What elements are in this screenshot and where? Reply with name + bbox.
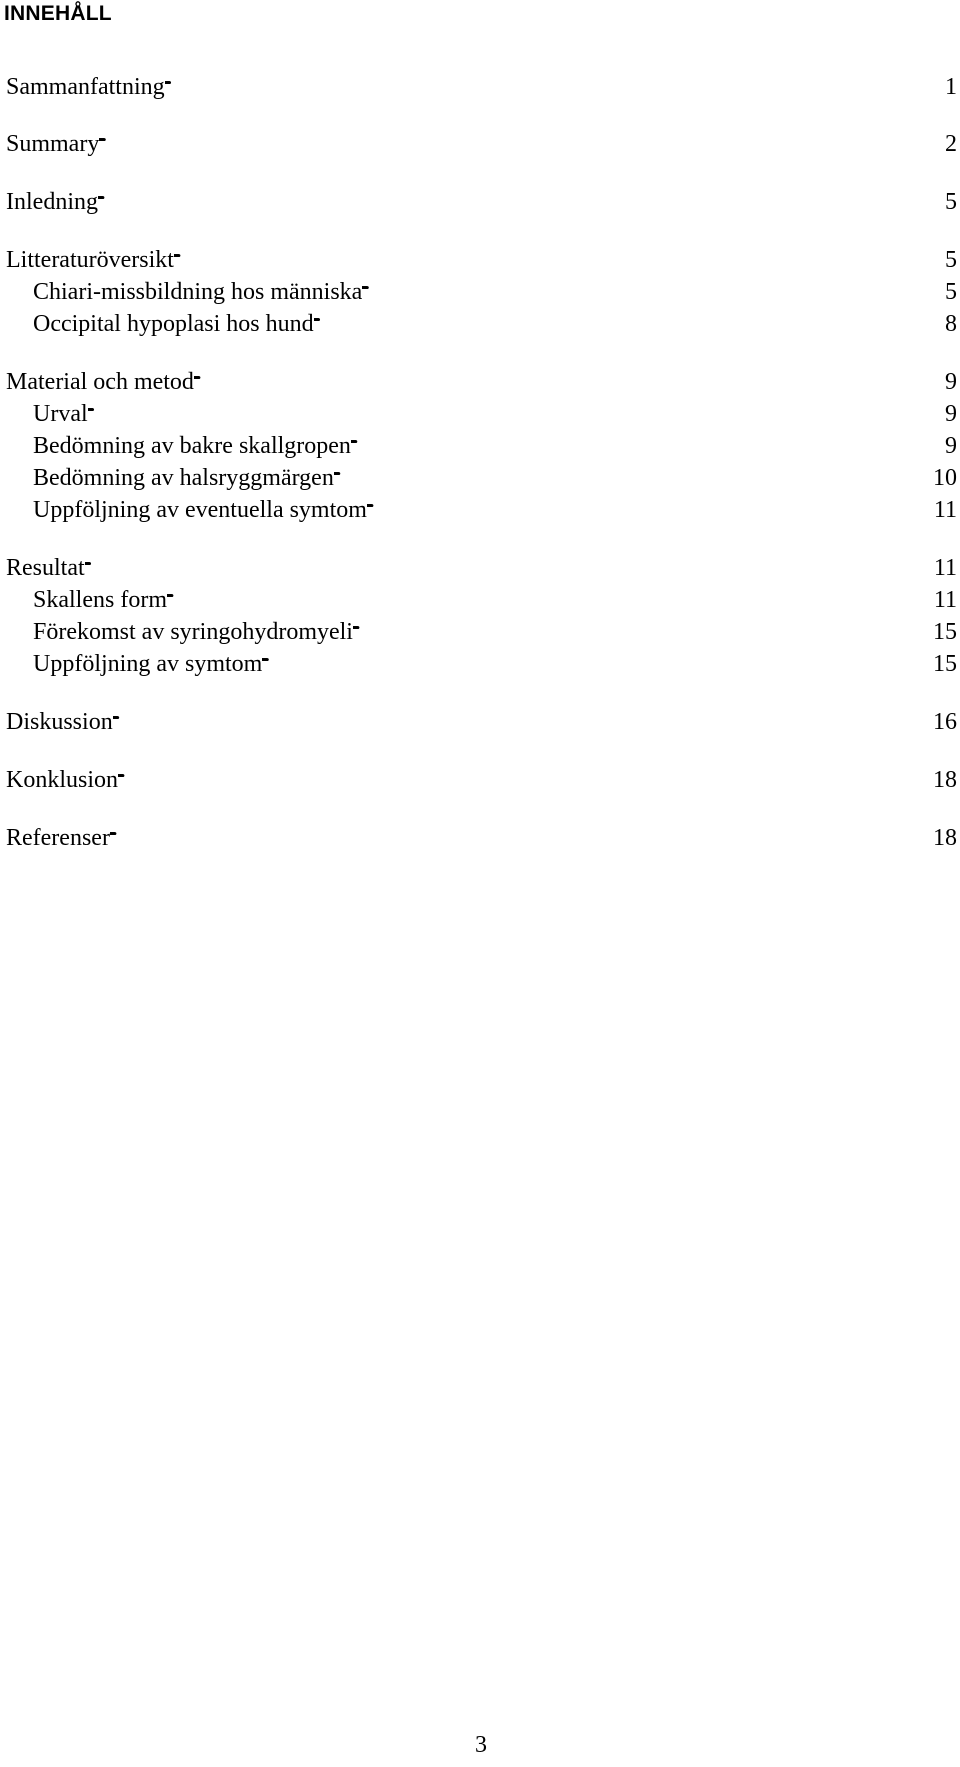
toc-entry[interactable] — [6, 811, 957, 851]
toc-entry-label: Referenser — [6, 825, 110, 851]
toc-entry-page-number: 5 — [945, 279, 957, 305]
toc-dot-leader — [165, 60, 944, 94]
toc-entry[interactable] — [6, 753, 957, 793]
toc-dot-leader — [194, 355, 944, 389]
toc-entry-page-number: 9 — [945, 401, 957, 427]
toc-entry-label: Inledning — [6, 189, 98, 215]
toc-dot-leader — [314, 297, 944, 331]
toc-entry-label: Bedömning av bakre skallgropen — [33, 433, 351, 459]
toc-entry-label: Förekomst av syringohydromyeli — [33, 619, 353, 645]
toc-dot-leader — [362, 265, 944, 299]
toc-entry[interactable] — [6, 695, 957, 735]
toc-entry[interactable] — [33, 387, 957, 427]
toc-entry-page-number: 5 — [945, 189, 957, 215]
toc-entry[interactable] — [33, 605, 957, 645]
toc-dot-leader — [85, 541, 933, 575]
toc-dot-leader — [99, 117, 944, 151]
toc-entry-page-number: 9 — [945, 433, 957, 459]
toc-entry-label: Diskussion — [6, 709, 113, 735]
toc-entry[interactable] — [6, 175, 957, 215]
toc-dot-leader — [351, 419, 944, 453]
toc-entry-page-number: 15 — [933, 651, 957, 677]
toc-entry-label: Sammanfattning — [6, 74, 165, 100]
toc-entry[interactable] — [33, 451, 957, 491]
toc-dot-leader — [113, 695, 932, 729]
toc-entry[interactable] — [33, 573, 957, 613]
toc-entry[interactable] — [33, 637, 957, 677]
toc-entry-page-number: 1 — [945, 74, 957, 100]
toc-entry[interactable] — [33, 297, 957, 337]
toc-entry-page-number: 2 — [945, 131, 957, 157]
toc-dot-leader — [110, 811, 932, 845]
toc-entry[interactable] — [6, 541, 957, 581]
toc-entry-label: Summary — [6, 131, 100, 157]
toc-dot-leader — [334, 451, 932, 485]
toc-dot-leader — [353, 605, 932, 639]
toc-entry[interactable] — [6, 117, 957, 157]
page-number: 3 — [475, 1732, 487, 1758]
toc-entry-page-number: 11 — [933, 497, 957, 523]
toc-entry-label: Skallens form — [33, 587, 167, 613]
toc-entry-label: Konklusion — [6, 767, 119, 793]
toc-entry-label: Material och metod — [6, 369, 194, 395]
toc-dot-leader — [98, 175, 944, 209]
toc-entry-page-number: 9 — [945, 369, 957, 395]
toc-entry-label: Litteraturöversikt — [6, 247, 174, 273]
toc-dot-leader — [367, 483, 933, 517]
toc-entry[interactable] — [33, 419, 957, 459]
toc-entry[interactable] — [33, 483, 957, 523]
toc-dot-leader — [88, 387, 944, 421]
toc-entry-page-number: 11 — [933, 555, 957, 581]
toc-entry-page-number: 10 — [933, 465, 957, 491]
toc-entry-label: Occipital hypoplasi hos hund — [33, 311, 314, 337]
toc-entry-page-number: 8 — [945, 311, 957, 337]
toc-dot-leader — [167, 573, 933, 607]
toc-dot-leader — [174, 233, 944, 267]
toc-entry[interactable] — [6, 233, 957, 273]
toc-entry-label: Chiari-missbildning hos människa — [33, 279, 363, 305]
toc-entry[interactable] — [33, 265, 957, 305]
toc-dot-leader — [262, 637, 932, 671]
toc-entry-page-number: 5 — [945, 247, 957, 273]
toc-entry[interactable] — [6, 60, 957, 100]
toc-entry-page-number: 18 — [933, 825, 957, 851]
toc-entry[interactable] — [6, 355, 957, 395]
toc-entry-label: Uppföljning av symtom — [33, 651, 263, 677]
toc-entry-label: Uppföljning av eventuella symtom — [33, 497, 367, 523]
toc-entry-page-number: 11 — [933, 587, 957, 613]
toc-entry-label: Urval — [33, 401, 88, 427]
toc-entry-label: Bedömning av halsryggmärgen — [33, 465, 334, 491]
toc-entry-page-number: 16 — [933, 709, 957, 735]
toc-entry-label: Resultat — [6, 555, 85, 581]
toc-dot-leader — [118, 753, 932, 787]
toc-entry-page-number: 18 — [933, 767, 957, 793]
toc-heading: INNEHÅLL — [4, 2, 112, 25]
toc-entry-page-number: 15 — [933, 619, 957, 645]
